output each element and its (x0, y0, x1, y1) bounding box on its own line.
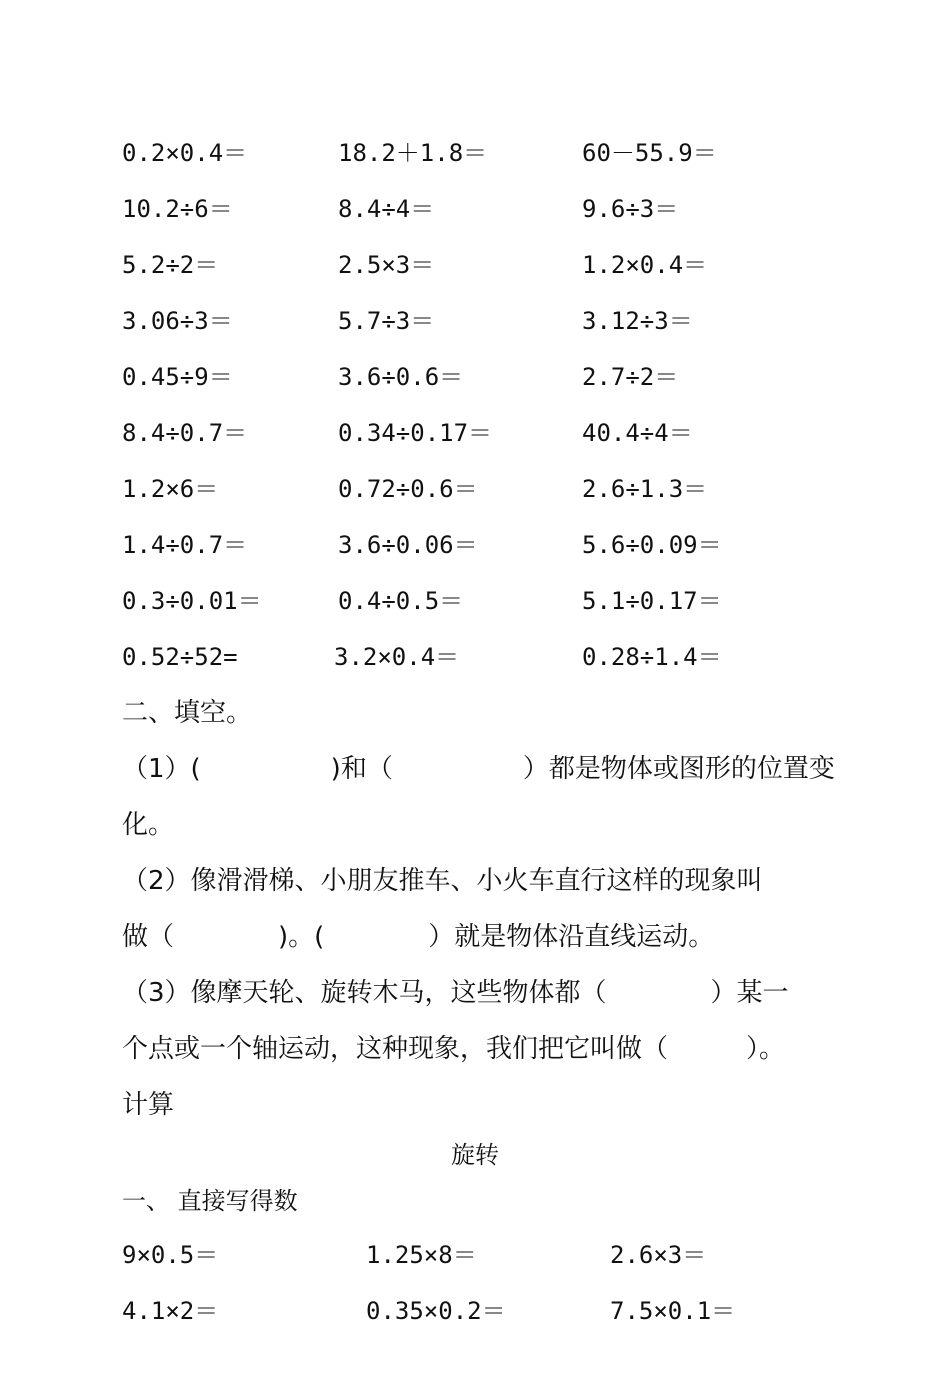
calc-item: 7.5×0.1＝ (610, 1297, 736, 1325)
calc-item: 9.6÷3＝ (582, 195, 679, 223)
calc-item: 4.1×2＝ (122, 1297, 219, 1325)
calc-item: 2.6÷1.3＝ (582, 475, 708, 503)
calc-row (0, 189, 950, 229)
calc-item: 1.25×8＝ (366, 1241, 477, 1269)
calc-item: 1.2×0.4＝ (582, 251, 708, 279)
calc-item: 3.12÷3＝ (582, 307, 693, 335)
calc-item: 5.7÷3＝ (338, 307, 435, 335)
calc-row (0, 525, 950, 565)
calc-item: 5.6÷0.09＝ (582, 531, 722, 559)
question-3-line-2: 个点或一个轴运动，这种现象，我们把它叫做（ ）。 (122, 1034, 786, 1064)
calc-item: 3.2×0.4＝ (334, 643, 460, 671)
calc-item: 1.4÷0.7＝ (122, 531, 248, 559)
calc-row (0, 245, 950, 285)
calc-item: 3.6÷0.06＝ (338, 531, 478, 559)
calc-item: 5.1÷0.17＝ (582, 587, 722, 615)
calc-row (0, 637, 950, 677)
calc-item: 2.5×3＝ (338, 251, 435, 279)
calc-row (0, 1291, 950, 1331)
calc-item: 1.2×6＝ (122, 475, 219, 503)
calc-item: 60－55.9＝ (582, 139, 717, 167)
calc-row (0, 469, 950, 509)
calc-row (0, 581, 950, 621)
calc-row (0, 1235, 950, 1275)
calc-item: 8.4÷0.7＝ (122, 419, 248, 447)
calc-item: 40.4÷4＝ (582, 419, 693, 447)
fill-heading: 二、填空。 (122, 698, 253, 728)
calc-row (0, 413, 950, 453)
calc-row (0, 133, 950, 173)
question-2-line-1: （2）像滑滑梯、小朋友推车、小火车直行这样的现象叫 (122, 866, 763, 896)
question-2-line-2: 做（ )。( ）就是物体沿直线运动。 (122, 922, 715, 952)
calc-item: 0.72÷0.6＝ (338, 475, 478, 503)
calc-item: 3.06÷3＝ (122, 307, 233, 335)
calc-item: 2.7÷2＝ (582, 363, 679, 391)
calc-item: 0.35×0.2＝ (366, 1297, 506, 1325)
calc-item: 8.4÷4＝ (338, 195, 435, 223)
section-title: 旋转 (451, 1141, 499, 1169)
question-1-line-2: 化。 (122, 810, 175, 840)
calc-item: 18.2＋1.8＝ (338, 139, 488, 167)
calc-item: 0.28÷1.4＝ (582, 643, 722, 671)
question-3-line-1: （3）像摩天轮、旋转木马，这些物体都（ ）某一 (122, 978, 789, 1008)
direct-heading: 一、 直接写得数 (122, 1187, 298, 1215)
calc-row (0, 301, 950, 341)
calc-item: 5.2÷2＝ (122, 251, 219, 279)
calc-item: 0.52÷52= (122, 643, 238, 671)
calc-item: 10.2÷6＝ (122, 195, 233, 223)
calc-item: 9×0.5＝ (122, 1241, 219, 1269)
calc-item: 3.6÷0.6＝ (338, 363, 464, 391)
calc-item: 0.34÷0.17＝ (338, 419, 493, 447)
calc-item: 0.2×0.4＝ (122, 139, 248, 167)
calc-item: 2.6×3＝ (610, 1241, 707, 1269)
calc-label: 计算 (122, 1090, 175, 1120)
calc-row (0, 357, 950, 397)
calc-item: 0.45÷9＝ (122, 363, 233, 391)
question-1-line-1: （1）( )和（ ）都是物体或图形的位置变 (122, 754, 835, 784)
calc-item: 0.3÷0.01＝ (122, 587, 262, 615)
calc-item: 0.4÷0.5＝ (338, 587, 464, 615)
